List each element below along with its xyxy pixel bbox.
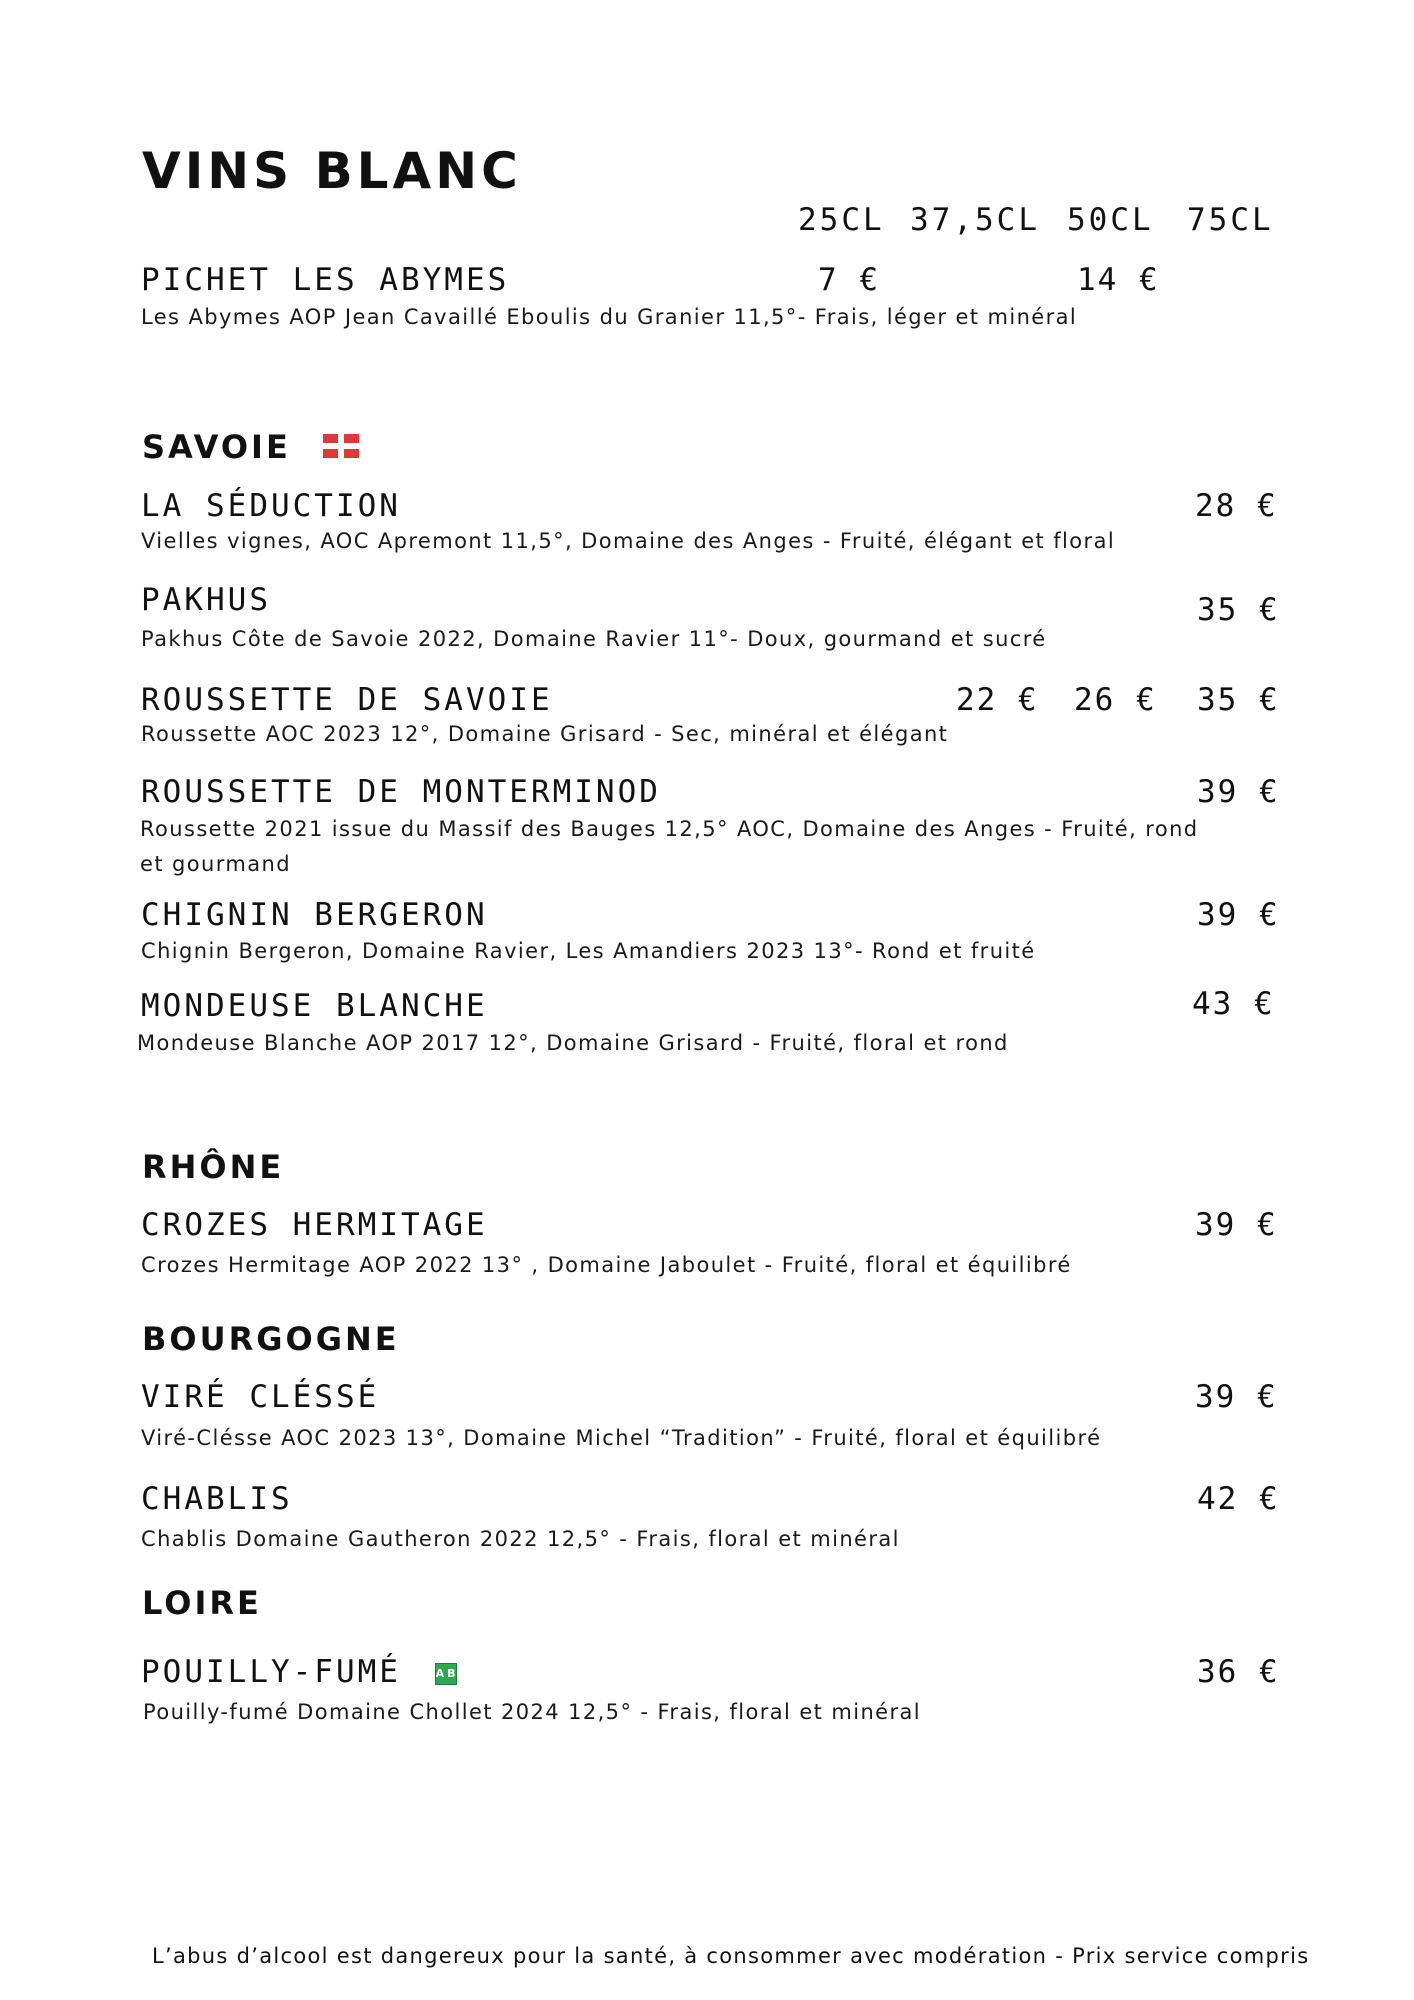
- wine-desc: Chablis Domaine Gautheron 2022 12,5° - Frais, floral et minéral: [141, 1527, 900, 1551]
- size-header-50cl: 50CL: [1067, 202, 1154, 238]
- section-title-rhone: RHÔNE: [142, 1148, 285, 1186]
- wine-name: CROZES HERMITAGE: [141, 1207, 488, 1243]
- page-title: VINS BLANC: [142, 142, 522, 200]
- wine-price-75cl: 39 €: [1197, 774, 1280, 810]
- section-label-savoie: SAVOIE: [142, 428, 291, 466]
- size-header-25cl: 25CL: [798, 202, 885, 238]
- wine-desc: Chignin Bergeron, Domaine Ravier, Les Amandiers 2023 13°- Rond et fruité: [141, 939, 1036, 963]
- wine-price-75cl: 36 €: [1197, 1654, 1280, 1690]
- wine-price-75cl: 43 €: [1192, 986, 1275, 1022]
- wine-price-75cl: 35 €: [1197, 682, 1280, 718]
- organic-ab-label-icon: AB: [435, 1663, 457, 1685]
- wine-price-75cl: 35 €: [1197, 592, 1280, 628]
- wine-desc: Pouilly-fumé Domaine Chollet 2024 12,5° - Frais, floral et minéral: [143, 1700, 922, 1724]
- wine-desc: Vielles vignes, AOC Apremont 11,5°, Domaine des Anges - Fruité, élégant et floral: [141, 529, 1116, 553]
- wine-desc-continued: et gourmand: [140, 852, 291, 876]
- wine-price-75cl: 39 €: [1195, 1379, 1278, 1415]
- wine-name: LA SÉDUCTION: [141, 488, 401, 524]
- wine-desc: Roussette 2021 issue du Massif des Bauges 12,5° AOC, Domaine des Anges - Fruité, rond: [140, 817, 1199, 841]
- wine-desc: Mondeuse Blanche AOP 2017 12°, Domaine Grisard - Fruité, floral et rond: [137, 1031, 1009, 1055]
- wine-price-50cl: 26 €: [1074, 682, 1157, 718]
- wine-price-pichet-50cl: 14 €: [1077, 262, 1160, 298]
- section-title-bourgogne: BOURGOGNE: [142, 1320, 400, 1358]
- wine-name: PAKHUS: [141, 582, 271, 618]
- wine-name: CHIGNIN BERGERON: [141, 897, 488, 933]
- wine-name-pouilly-fume: [141, 1654, 457, 1690]
- wine-name: VIRÉ CLÉSSÉ: [141, 1379, 380, 1415]
- section-title-loire: LOIRE: [142, 1584, 262, 1622]
- wine-name-pichet: PICHET LES ABYMES: [141, 262, 510, 298]
- wine-price-75cl: 39 €: [1195, 1207, 1278, 1243]
- wine-name-label: POUILLY-FUMÉ: [141, 1654, 401, 1690]
- size-header-75cl: 75CL: [1187, 202, 1274, 238]
- wine-desc-pichet: Les Abymes AOP Jean Cavaillé Eboulis du Granier 11,5°- Frais, léger et minéral: [141, 305, 1078, 329]
- wine-name: CHABLIS: [141, 1481, 293, 1517]
- size-header-37-5cl: 37,5CL: [910, 202, 1040, 238]
- wine-price-37-5cl: 22 €: [956, 682, 1039, 718]
- footer-disclaimer: L’abus d’alcool est dangereux pour la santé, à consommer avec modération - Prix service compris: [152, 1944, 1310, 1968]
- wine-price-pichet-25cl: 7 €: [818, 262, 880, 298]
- section-title-savoie: [142, 428, 359, 466]
- wine-desc: Crozes Hermitage AOP 2022 13° , Domaine Jaboulet - Fruité, floral et équilibré: [141, 1253, 1072, 1277]
- wine-name: ROUSSETTE DE MONTERMINOD: [141, 774, 661, 810]
- wine-price-75cl: 42 €: [1197, 1481, 1280, 1517]
- wine-desc: Roussette AOC 2023 12°, Domaine Grisard - Sec, minéral et élégant: [141, 722, 949, 746]
- wine-desc: Pakhus Côte de Savoie 2022, Domaine Ravier 11°- Doux, gourmand et sucré: [141, 627, 1047, 651]
- wine-desc: Viré-Clésse AOC 2023 13°, Domaine Michel “Tradition” - Fruité, floral et équilibré: [141, 1426, 1102, 1450]
- savoy-flag-icon: [323, 434, 359, 458]
- wine-price-75cl: 28 €: [1195, 488, 1278, 524]
- wine-name: MONDEUSE BLANCHE: [141, 988, 488, 1024]
- wine-name: ROUSSETTE DE SAVOIE: [141, 682, 553, 718]
- wine-price-75cl: 39 €: [1197, 897, 1280, 933]
